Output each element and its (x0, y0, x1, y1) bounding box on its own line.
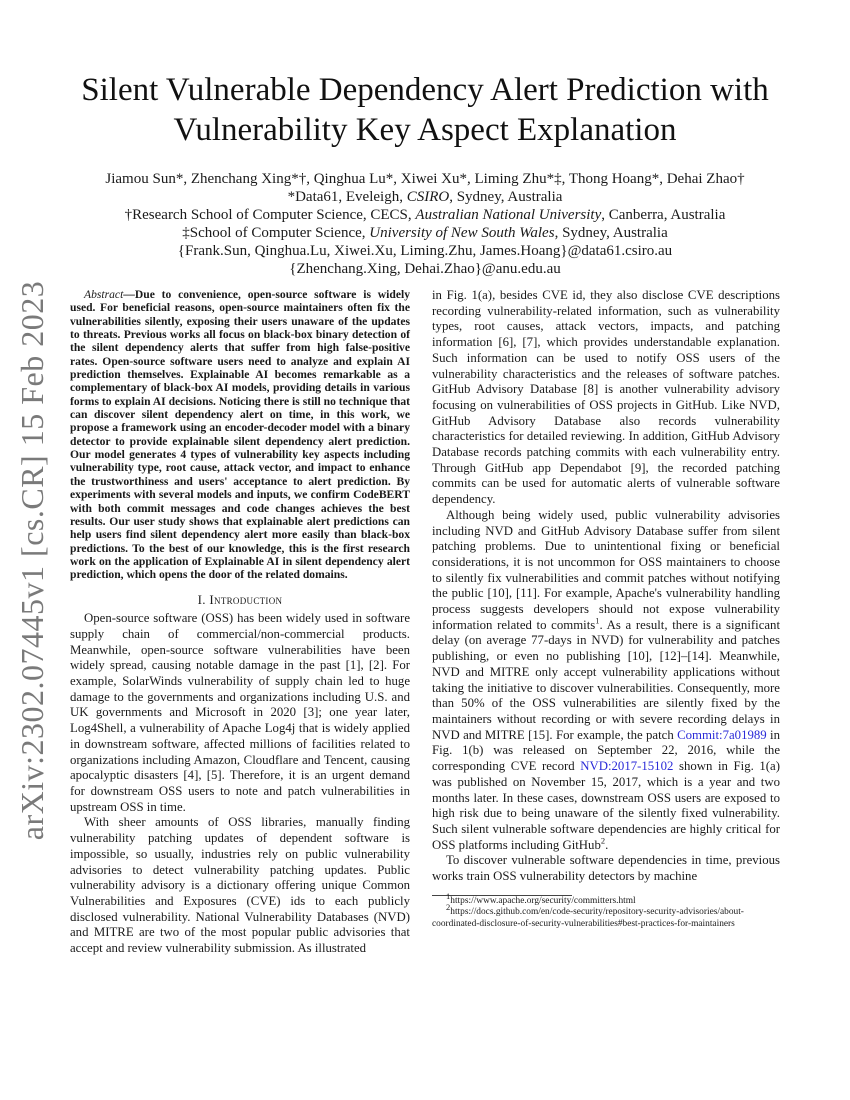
footnote-ref-1: 1 (595, 615, 600, 626)
abstract (70, 288, 410, 582)
intro-paragraph-3: in Fig. 1(a), besides CVE id, they also disclose CVE descriptions recording vulnerability-related information, such as vulnerability types, root causes, attack vectors, impacts, and patching information [6], [7], which provides understandable explanation. Such information can be used to notify OSS users of the vulnerability characteristics and the releases of software patches. GitHub Advisory Database [8] is another vulnerability advisory focusing on vulnerabilities of OSS projects in GitHub. Like NVD, GitHub Advisory Database also records vulnerability characteristics for detailed reviewing. In addition, GitHub Advisory Database records patching commits with each vulnerability entry. Through GitHub app Dependabot [9], the recorded patching commits can be used for automatic alerts of vulnerable software dependency. (432, 288, 780, 507)
paragraph-4-part-d: shown in Fig. 1(a) was published on November 15, 2017, which is a year and two months later. In these cases, downstream OSS users are exposed to high risk due to being unaware of the silently fixed vulnerability. Such silent vulnerable software dependencies are highly critical for OSS platforms including GitHub (432, 759, 780, 852)
footnote-1-number: 1 (446, 890, 451, 901)
affiliation-2 (40, 206, 810, 224)
paragraph-4-part-b: . As a result, there is a significant delay (on average 77-days in NVD) for vulnerability and patches publishing, or even no publishing [10], [12]–[14]. Meanwhile, NVD and MITRE only accept vulnerability applications without taking the initiative to discover vulnerabilities. Consequently, more than 50% of the OSS vulnerabilities are silently fixed by the maintainers without recording or with severe recording delays in NVD and MITRE [15]. For example, the patch (432, 617, 781, 742)
affiliation-3-prefix: ‡School of Computer Science, (182, 225, 370, 241)
commit-link[interactable]: Commit:7a01989 (677, 727, 767, 742)
affiliation-1-suffix: , Sydney, Australia (449, 189, 563, 205)
intro-paragraph-1: Open-source software (OSS) has been widely used in software supply chain of commercial/non-commercial products. Meanwhile, open-source software vulnerabilities have been widely spread, causing notable damage in the past [1], [2]. For example, SolarWinds vulnerability of supply chain led to huge damage to the governments and organizations including U.S. and UK governments and Microsoft in 2020 [3]; one year later, Log4Shell, a vulnerability of Apache Log4j that is widely applied in downstream software, affected millions of facilities related to organizations including Amazon, Cloudflare and Tencent, causing apocalyptic disasters [4], [5]. Therefore, it is an urgent demand for downstream OSS users to note and patch vulnerabilities in upstream OSS in time. (70, 611, 410, 814)
affiliation-2-prefix: †Research School of Computer Science, CECS, (124, 207, 416, 223)
intro-paragraph-4 (432, 508, 780, 853)
footnote-1 (432, 890, 780, 908)
affiliation-3-suffix: , Sydney, Australia (554, 225, 668, 241)
affiliation-2-institution: Australian National University (415, 207, 602, 223)
affiliation-3 (40, 224, 810, 242)
paragraph-4-part-c: in Fig. 1(b) was released on September 22, 2016, while the corresponding CVE record (432, 727, 781, 774)
abstract-text: —Due to convenience, open-source software is widely used. For beneficial reasons, open-source maintainers often fix the vulnerabilities silently, exposing their users unaware of the updates to threats. Previous works all focus on black-box binary detection of the silent dependency alerts that suffer from high false-positive rates. Open-source software users need to analyze and explain AI prediction themselves. Explainable AI becomes remarkable as a complementary of black-box AI models, providing details in various forms to explain AI decisions. Noticing there is still no technique that can discover silent dependency alert on time, in this work, we propose a framework using an encoder-decoder model with a binary detector to provide explainable silent dependency alert prediction. Our model generates 4 types of vulnerability key aspects including vulnerability type, root cause, attack vector, and impact to enhance the trustworthiness and users' acceptance to alert prediction. By experiments with several models and inputs, we confirm CodeBERT with both commit messages and code changes achieves the best results. Our user study shows that explainable alert predictions can help users find silent dependency alert more easily than black-box predictions. To the best of our knowledge, this is the first research work on the application of Explainable AI in silent dependency alert prediction, which opens the door of the related domains. (70, 288, 410, 582)
email-line-1: {Frank.Sun, Qinghua.Lu, Xiwei.Xu, Liming.Zhu, James.Hoang}@data61.csiro.au (177, 243, 673, 259)
title-line-2: Vulnerability Key Aspect Explanation (173, 112, 677, 148)
footnote-1-text[interactable]: https://www.apache.org/security/committers.html (450, 895, 636, 906)
paragraph-4-part-e: . (605, 837, 609, 852)
footnotes (432, 890, 780, 931)
affiliation-1-institution: CSIRO (406, 189, 450, 205)
affiliation-1-prefix: *Data61, Eveleigh, (287, 189, 407, 205)
author-names: Jiamou Sun*, Zhenchang Xing*†, Qinghua Lu*, Xiwei Xu*, Liming Zhu*‡, Thong Hoang*, Dehai Zhao† (105, 171, 745, 187)
title-line-1: Silent Vulnerable Dependency Alert Prediction with (81, 72, 769, 108)
footnote-2-number: 2 (446, 902, 451, 913)
section-heading-introduction: I. Introduction (197, 591, 283, 607)
author-block (40, 170, 810, 278)
intro-paragraph-5: To discover vulnerable software dependencies in time, previous works train OSS vulnerability detectors by machine (432, 853, 780, 884)
email-line-2: {Zhenchang.Xing, Dehai.Zhao}@anu.edu.au (289, 261, 561, 277)
nvd-link[interactable]: NVD:2017-15102 (580, 759, 674, 774)
affiliation-1 (40, 188, 810, 206)
arxiv-identifier-text: arXiv:2302.07445v1 [cs.CR] 15 Feb 2023 (14, 280, 51, 840)
left-column (70, 288, 410, 957)
right-column (432, 288, 780, 930)
paragraph-4-part-a: Although being widely used, public vulnerability advisories including NVD and GitHub Advisory Database suffer from silent patching problems. Due to unintentional fixing or beneficial considerations, it is not uncommon for OSS maintainers to choose to silently fix vulnerabilities and commit patches without notifying the public [10], [11]. For example, Apache's vulnerability handling process suggests developers should not expose vulnerability information related to commits (432, 507, 780, 632)
affiliation-3-institution: University of New South Wales (369, 225, 555, 241)
arxiv-identifier (10, 280, 56, 840)
footnote-2 (432, 902, 780, 930)
affiliation-2-suffix: , Canberra, Australia (601, 207, 726, 223)
abstract-lead: Abstract (84, 288, 124, 301)
footnote-2-text[interactable]: https://docs.github.com/en/code-security/repository-security-advisories/about-coordinated-disclosure-of-security-vulnerabilities#best-practices-for-maintainers (432, 907, 744, 929)
footnote-ref-2: 2 (600, 835, 606, 846)
paper-title (40, 70, 810, 150)
intro-paragraph-2: With sheer amounts of OSS libraries, manually finding vulnerability patching updates of dependent software is impossible, so usually, industries rely on public vulnerability advisories to detect vulnerability patching updates. Public vulnerability advisory is a dictionary offering unique Common Vulnerabilities and Exposures (CVE) ids to each publicly disclosed vulnerability. National Vulnerability Databases (NVD) and MITRE are two of the most popular public advisories that accept and review vulnerability submission. As illustrated (70, 815, 410, 956)
